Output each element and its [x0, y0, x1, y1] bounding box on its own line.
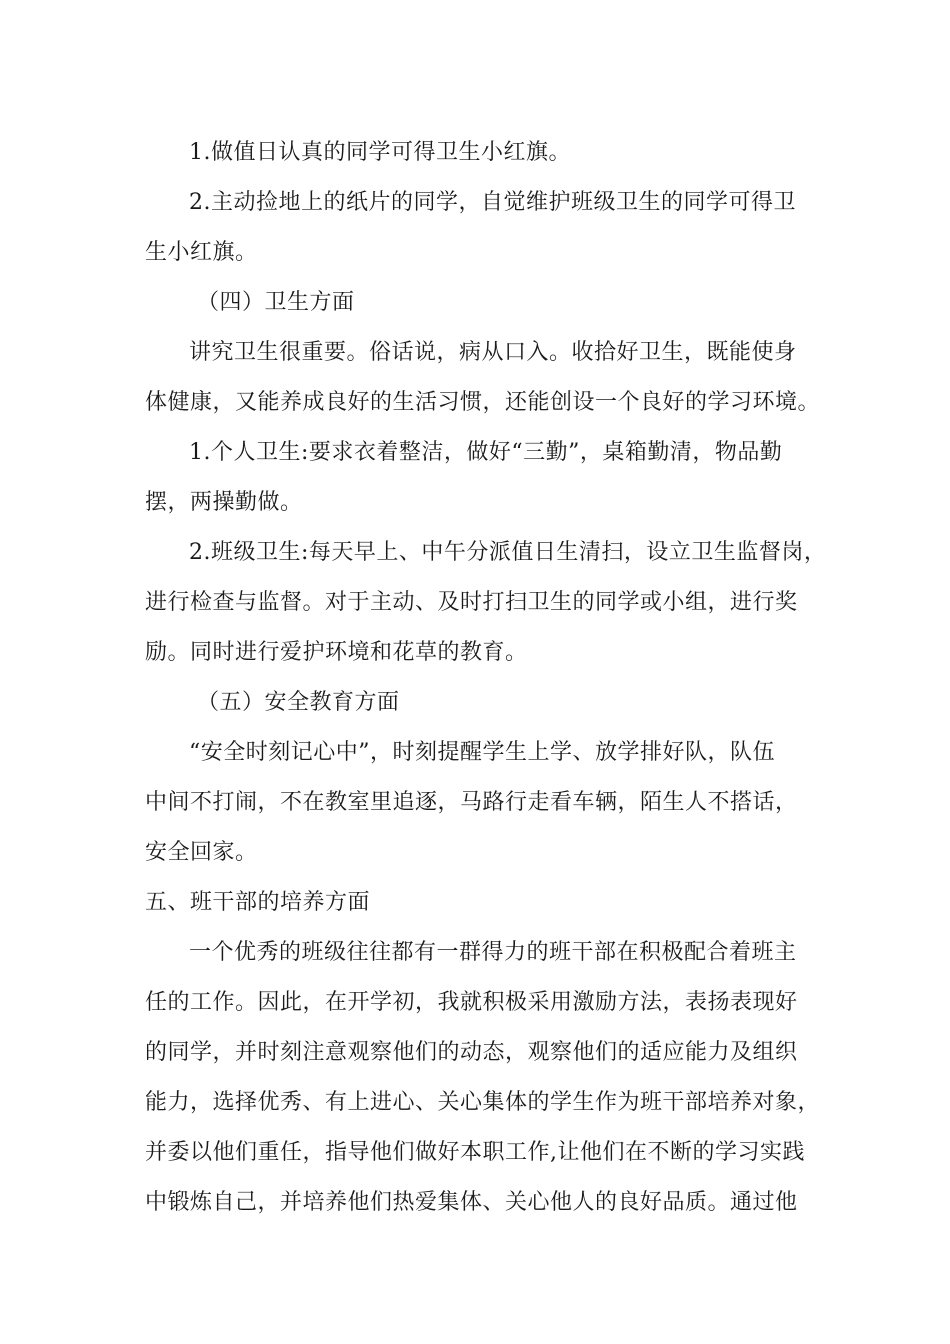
paragraph-line: 安全回家。 [145, 840, 258, 865]
paragraph-line: 任的工作。因此，在开学初，我就积极采用激励方法，表扬表现好 [145, 990, 798, 1015]
paragraph-line: 体健康，又能养成良好的生活习惯，还能创设一个良好的学习环境。 [145, 390, 821, 415]
paragraph-line: 中间不打闹，不在教室里追逐，马路行走看车辆，陌生人不搭话， [145, 790, 798, 815]
section-heading: （五）安全教育方面 [197, 690, 400, 715]
paragraph-line: 励。同时进行爱护环境和花草的教育。 [145, 640, 528, 665]
paragraph-line: 一个优秀的班级往往都有一群得力的班干部在积极配合着班主 [189, 940, 797, 965]
paragraph-line: 讲究卫生很重要。俗话说，病从口入。收拾好卫生，既能使身 [189, 340, 797, 365]
paragraph-line: 摆，两操勤做。 [145, 490, 303, 515]
paragraph-line: 进行检查与监督。对于主动、及时打扫卫生的同学或小组，进行奖 [145, 590, 798, 615]
paragraph-line: 生小红旗。 [145, 240, 258, 265]
paragraph-line: 并委以他们重任，指导他们做好本职工作,让他们在不断的学习实践 [145, 1140, 805, 1165]
section-heading: （四）卫生方面 [197, 290, 355, 315]
paragraph-line: 的同学，并时刻注意观察他们的动态，观察他们的适应能力及组织 [145, 1040, 798, 1065]
paragraph-line: 1.做值日认真的同学可得卫生小红旗。 [189, 140, 571, 165]
paragraph-line: “安全时刻记心中”，时刻提醒学生上学、放学排好队，队伍 [189, 740, 775, 765]
paragraph-line: 2.班级卫生:每天早上、中午分派值日生清扫，设立卫生监督岗， [189, 540, 827, 565]
paragraph-line: 中锻炼自己，并培养他们热爱集体、关心他人的良好品质。通过他 [145, 1190, 798, 1215]
paragraph-line: 2.主动捡地上的纸片的同学，自觉维护班级卫生的同学可得卫 [189, 190, 796, 215]
paragraph-line: 1.个人卫生:要求衣着整洁，做好“三勤”，桌箱勤清，物品勤 [189, 440, 783, 465]
chapter-heading: 五、班干部的培养方面 [145, 890, 371, 915]
paragraph-line: 能力，选择优秀、有上进心、关心集体的学生作为班干部培养对象， [145, 1090, 821, 1115]
